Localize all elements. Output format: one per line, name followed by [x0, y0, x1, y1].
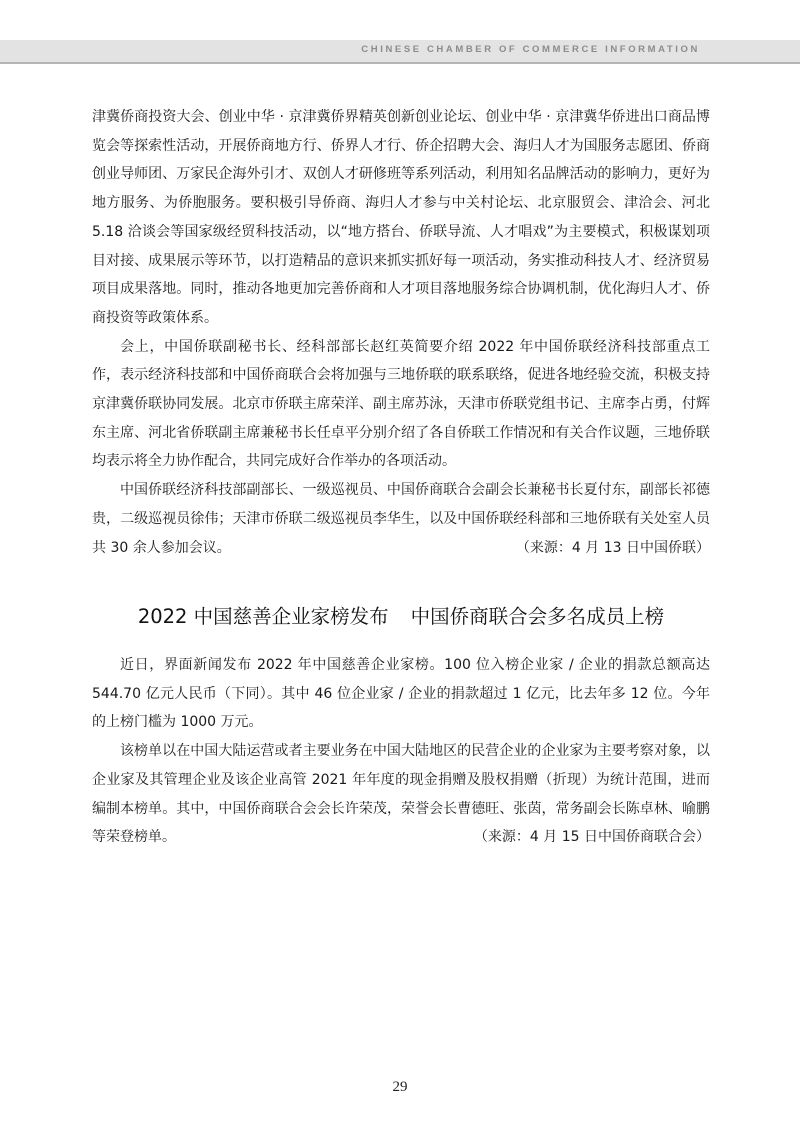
article1-paragraph-3-text: 中国侨联经济科技部副部长、一级巡视员、中国侨商联合会副会长兼秘书长夏付东，副部长祁德贵，二级巡视员徐伟；天津市侨联二级巡视员李华生，以及中国侨联经科部和三地侨联有关处室人员共 30 余人参加会议。: [92, 482, 710, 556]
running-header: CHINESE CHAMBER OF COMMERCE INFORMATION: [361, 44, 700, 55]
article1-paragraph-1: 津冀侨商投资大会、创业中华 · 京津冀侨界精英创新创业论坛、创业中华 · 京津冀华侨进出口商品博览会等探索性活动，开展侨商地方行、侨界人才行、侨企招聘大会、海归人才为国服务志愿团、侨商创业导师团、万家民企海外引才、双创人才研修班等系列活动，利用知名品牌活动的影响力，更好为地方服务、为侨胞服务。要积极引导侨商、海归人才参与中关村论坛、北京服贸会、津洽会、河北 5.18 洽谈会等国家级经贸科技活动，以“地方搭台、侨联导流、人才唱戏”为主要模式，积极谋划项目对接、成果展示等环节，以打造精品的意识来抓实抓好每一项活动，务实推动科技人才、经济贸易项目成果落地。同时，推动各地更加完善侨商和人才项目落地服务综合协调机制，优化海归人才、侨商投资等政策体系。: [92, 109, 710, 326]
page-number: 29: [392, 1079, 408, 1095]
article2-paragraph-1: 近日，界面新闻发布 2022 年中国慈善企业家榜。100 位入榜企业家 / 企业的捐款总额高达 544.70 亿元人民币（下同）。其中 46 位企业家 / 企业的捐款超过 1 亿元，比去年多 12 位。今年的上榜门槛为 1000 万元。: [92, 657, 710, 731]
header-rule: [0, 62, 800, 64]
article2-paragraph-2-text: 该榜单以在中国大陆运营或者主要业务在中国大陆地区的民营企业的企业家为主要考察对象，以企业家及其管理企业及该企业高管 2021 年年度的现金捐赠及股权捐赠（折现）为统计范围，进而编制本榜单。其中，中国侨商联合会会长许荣茂，荣誉会长曹德旺、张茵，常务副会长陈卓林、喻鹏等荣登榜单。: [92, 743, 710, 846]
article2-title: [92, 600, 710, 634]
article2-body: [92, 651, 710, 852]
article2-paragraph-2: [92, 737, 710, 852]
article2-title-part2: 中国侨商联合会多名成员上榜: [410, 605, 665, 628]
article1-paragraph-3: [92, 476, 710, 562]
article2-title-part1: 2022 中国慈善企业家榜发布: [137, 605, 389, 628]
article-continued: [92, 103, 710, 562]
article2-source: （来源：4 月 15 日中国侨商联合会）: [473, 829, 710, 846]
article1-paragraph-2: 会上，中国侨联副秘书长、经科部部长赵红英简要介绍 2022 年中国侨联经济科技部重点工作，表示经济科技部和中国侨商联合会将加强与三地侨联的联系联络，促进各地经验交流，积极支持京津冀侨联协同发展。北京市侨联主席荣洋、副主席苏泳，天津市侨联党组书记、主席李占勇，付辉东主席、河北省侨联副主席兼秘书长任卓平分别介绍了各自侨联工作情况和有关合作议题，三地侨联均表示将全力协作配合，共同完成好合作举办的各项活动。: [92, 338, 710, 470]
article1-source: （来源：4 月 13 日中国侨联）: [515, 539, 710, 556]
